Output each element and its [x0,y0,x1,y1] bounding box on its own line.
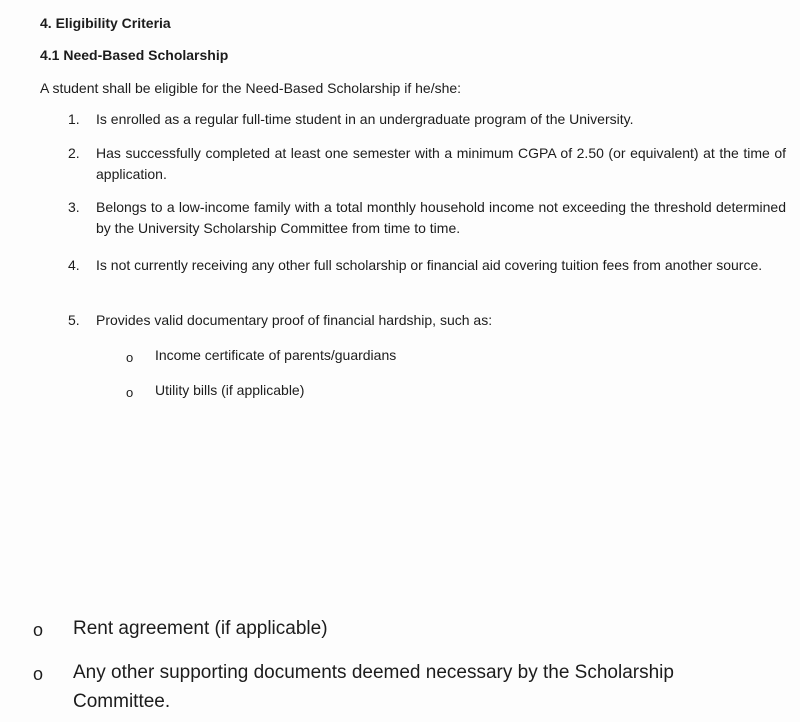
bullet-icon: o [126,350,134,365]
list-number: 1. [68,111,80,127]
list-item: Is not currently receiving any other full scholarship or financial aid covering tuition fees from another source. [96,257,763,273]
list-item: Has successfully completed at least one semester with a minimum CGPA of 2.50 (or equivalent) at the time of application. [96,145,786,182]
list-number: 4. [68,257,80,273]
list-item: Provides valid documentary proof of financial hardship, such as: [96,312,493,328]
sublist-item: Any other supporting documents deemed necessary by the Scholarship Committee. [73,662,674,712]
section-heading: 4. Eligibility Criteria [40,15,171,31]
subsection-heading: 4.1 Need-Based Scholarship [40,47,229,63]
bullet-icon: o [33,664,44,684]
list-item: Is enrolled as a regular full-time student in an undergraduate program of the University. [96,111,634,127]
bullet-icon: o [33,620,44,640]
list-item: Belongs to a low-income family with a total monthly household income not exceeding the threshold determined by the University Scholarship Committee from time to time. [96,199,786,236]
list-number: 3. [68,199,80,215]
list-number: 2. [68,145,80,161]
sublist-item: Utility bills (if applicable) [155,382,305,398]
intro-text: A student shall be eligible for the Need-Based Scholarship if he/she: [40,80,462,96]
list-number: 5. [68,312,80,328]
sublist-item: Income certificate of parents/guardians [155,347,397,363]
bullet-icon: o [126,385,134,400]
sublist-item: Rent agreement (if applicable) [73,618,328,639]
